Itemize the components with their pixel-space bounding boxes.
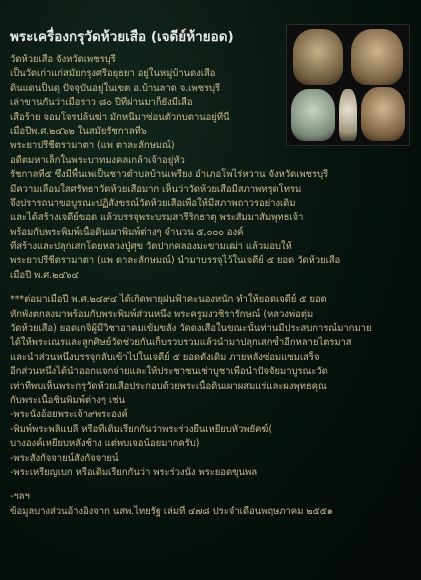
text-line: อีกส่วนหนึ่งได้นำออกแจกจ่ายและให้ประชาชนเช่าบูชาเพื่อนำปัจจัยมาบูรณะวัด: [10, 366, 328, 378]
text-line: วัดห้วยเสือ) ยอดเกจิผู้มีวิชาอาคมเข้มขลัง วัดดงเสือในขณะนั้นท่านมีประสบการณ์มากมาย: [10, 323, 372, 335]
text-line: ***ต่อมาเมื่อปี พ.ศ.๒๔๙๔ ได้เกิดพายุฝนฟ้าคะนองหนัก ทำให้ยอดเจดีย์ ๕ ยอด: [10, 294, 327, 306]
text-line: อดีตมหาเล็กในพระบาทมงคลเกล้าเจ้าอยู่หัว: [10, 154, 185, 166]
text-line: รัชกาลที่๕ ซึ่งมีพื้นเพเป็นชาวตำบลบ้านเพรียง อำเภอโพไร่หวาน จังหวัดเพชรบุรี: [10, 169, 329, 181]
text-line: บางองค์เหยียบหลังช้าง แต่พบเจอน้อยมากครับ): [10, 438, 200, 450]
text-line: -ฯลฯ: [10, 491, 30, 503]
text-line: เสือร้าย จอมโจรปล้นฆ่า มักหนีมาซ่อนตัวกบดานอยู่ที่นี่: [10, 111, 230, 123]
text-line: และนำส่วนหนึ่งบรรจุกลับเข้าไปในเจดีย์ ๕ ยอดดังเดิม ภายหลังซ่อมแซมเสร็จ: [10, 351, 320, 363]
text-line: -พระสังกัจจายน์สังกัจจายน์: [10, 452, 119, 464]
article-title: พระเครื่องกรุวัดห้วยเสือ (เจดีย์ห้ายอด): [10, 29, 234, 45]
text-line: เล่าขานกันว่าเมื่อราว ๘๐ ปีที่ผ่านมาก็ยังมีเสือ: [10, 97, 193, 109]
text-line: เมื่อปีพ.ศ.๒๔๖๒ ในสมัยรัชกาลที่๖: [10, 125, 147, 137]
article-body: [10, 53, 410, 519]
text-line: พระยาปรีชีตรามาตา (แพ ตาละลักษมณ์) นำมาบรรจุไว้ในเจดีย์ ๕ ยอด วัดห้วยเสือ: [10, 255, 341, 267]
text-line: เป็นวัดเก่าแก่สมัยกรุงศรีอยุธยา อยู่ในหมู่บ้านดงเสือ: [10, 68, 216, 80]
text-line: -พระนั่งอ้อยพระเจ้า๙พระองค์: [10, 409, 128, 421]
text-line: พระยาปรีชีตรามาตา (แพ ตาละลักษมณ์): [10, 140, 175, 152]
paragraph-gap: [10, 480, 410, 490]
paragraph-gap: [10, 283, 410, 293]
text-line: -พระเหรียญเบก หรือเดิมเรียกกันว่า พระร่วงนั่ง พระยอดขุนพล: [10, 466, 258, 478]
text-line: ข้อมูลบางส่วนอ้างอิงจาก นสพ.ไทยรัฐ เล่มที่ ๔๗๘ ประจำเดือนพฤษภาคม ๒๕๕๑: [10, 505, 333, 517]
text-line: ได้ให้พระเณรและลูกศิษย์วัดช่วยกันเก็บรวบรวมแล้วนำมาปลุกเสกซ้ำอีกหลายไตรมาส: [10, 337, 352, 349]
text-line: หักพังตกลงมาพร้อมกับพระพิมพ์ส่วนหนึ่ง พระครูมงวชิรารักษณ์ (หลวงพ่อตุ่ม: [10, 308, 314, 320]
text-line: -พิมพ์พระพลิแบลี หรือที่เดิมเรียกกันว่าพระร่วงยืนเหยียบหัวพยัคฆ์(: [10, 423, 272, 435]
text-line: พร้อมกับพระพิมพ์เนื้อดินเผาพิมพ์ต่างๆ จำนวน ๕,๐๐๐ องค์: [10, 226, 244, 238]
text-line: กับพระเนื้อชินพิมพ์ต่างๆ เช่น: [10, 394, 125, 406]
text-line: และได้สร้างเจดีย์ขอด แล้วบรรจุพระบรมสารีริกธาตุ พระสัมมาสัมพุทธเจ้า: [10, 212, 304, 224]
text-line: จึงปรารถนาขอบูรณะปฏิสังขรณ์วัดห้วยเสือเพื่อให้มีสภาพถาวรอย่างเดิม: [10, 197, 296, 209]
text-line: วัดห้วยเสือ จังหวัดเพชรบุรี: [10, 54, 116, 65]
text-line: ดินแดนป็นดุ ปัจจุบันอยู่ในเขต อ.บ้านลาด จ.เพชรบุรี: [10, 82, 221, 94]
text-line: เมื่อปี พ.ศ.๒๔๖๔: [10, 269, 79, 281]
text-line: เท่าที่พบเห็นพระกรุวัดห้วยเสือประกอบด้วยพระเนื้อดินเผาผสมแร่และผงพุทธคุณ: [10, 380, 327, 392]
text-line: มีความเลื่อมใสศรัทธาวัดห้วยเสือมาก เห็นว่าวัดห้วยเสือมีสภาพทรุดโทรม: [10, 183, 302, 195]
text-line: ที่สร้างและปลุกเสกโดยหลวงปู่ศุข วัดปากคลองมะขามเฒ่า แล้วมอบให้: [10, 241, 292, 253]
